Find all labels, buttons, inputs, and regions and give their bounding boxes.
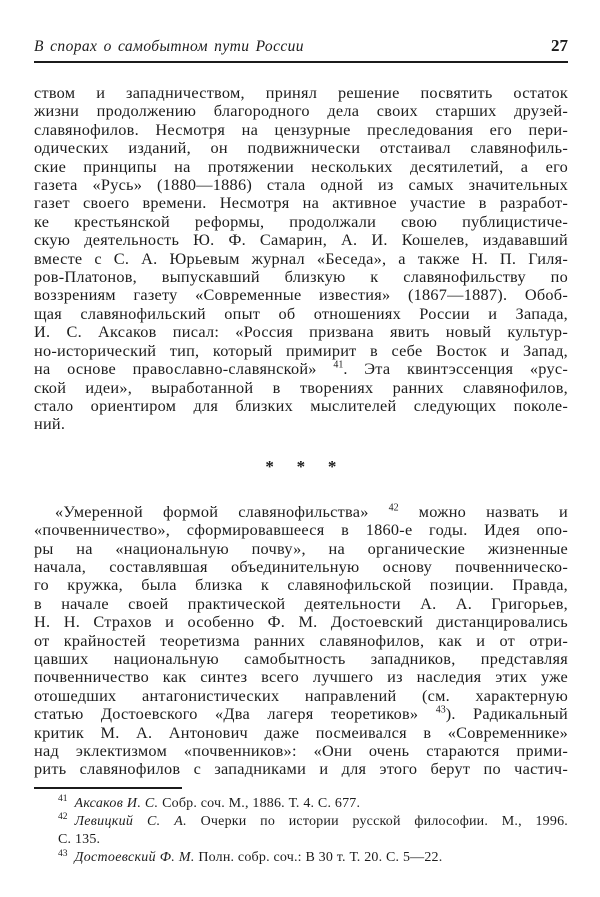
footnote bbox=[58, 813, 568, 849]
body-text bbox=[34, 84, 568, 779]
page-header bbox=[34, 36, 568, 63]
text-line: го кружка, была близка к славянофильской позиции. Правда, bbox=[34, 575, 568, 595]
italic-text: Аксаков И. С. bbox=[74, 795, 159, 811]
text-line: «почвенничество», сформировавшееся в 1860-е годы. Идея опо- bbox=[34, 520, 568, 540]
footnote-number: 42 bbox=[58, 812, 68, 823]
text-line: ры на «национальную почву», на органические жизненные bbox=[34, 538, 568, 558]
text-line: цавших национальную самобытность западников, представляя bbox=[34, 648, 568, 668]
footnote-reference: 43 bbox=[435, 704, 446, 716]
text-line: ством и западничеством, принял решение посвятить остаток bbox=[34, 83, 568, 102]
text-line: от крайностей теоретизма ранних славянофилов, как и от отри- bbox=[34, 630, 568, 650]
section-separator: * * * bbox=[265, 456, 337, 476]
text-line: скую деятельность Ю. Ф. Самарин, А. И. Кошелев, издававший bbox=[34, 230, 568, 250]
footnote-reference: 42 bbox=[388, 502, 399, 514]
text-line: но-исторический тип, который примирит в себе Восток и Запад, bbox=[34, 340, 568, 360]
text-line: одических изданий, он подвижнически отстаивал славянофиль- bbox=[34, 138, 568, 158]
text-line: жизни продолжению благородного дела своих старших друзей- bbox=[34, 101, 568, 121]
text-line: начала, составлявшая объединительную основу почвенническо- bbox=[34, 556, 568, 576]
text-line: ской идеи», выработанной в творениях ранних славянофилов, bbox=[34, 377, 568, 397]
text-line: стало ориентиром для близких мыслителей следующих поколе- bbox=[34, 395, 568, 415]
text-line: газет своего времени. Несмотря на активное участие в разработ- bbox=[34, 193, 568, 213]
footnotes bbox=[34, 795, 568, 868]
text-line: «Умеренной формой славянофильства» $^{42}$ можно назвать и bbox=[55, 501, 568, 521]
text-line: воззрениям газету «Современные известия» (1867—1887). Обоб- bbox=[34, 285, 568, 305]
text-line: на основе православно-славянской» $^{41}$. Эта квинтэссенция «рус- bbox=[34, 359, 568, 379]
paragraph bbox=[34, 503, 568, 779]
footnote-line: С. 135. bbox=[58, 832, 101, 848]
footnote bbox=[58, 795, 568, 813]
footnote-number: 43 bbox=[58, 848, 68, 859]
text-line: над эклектизмом «почвенников»: «Они очень стараются прими- bbox=[34, 741, 568, 760]
running-title: В спорах о самобытном пути России bbox=[34, 38, 304, 55]
page-number: 27 bbox=[551, 36, 568, 55]
text-line: ний. bbox=[34, 414, 66, 434]
text-line: почвенничество как синтез всего лучшего из наследия этих уже bbox=[34, 667, 568, 687]
text-line: щая славянофильский опыт об отношениях России и Запада, bbox=[34, 303, 568, 323]
text-line: критик М. А. Антонович даже посмеивался в «Современнике» bbox=[34, 722, 568, 742]
text-line: ские принципы на протяжении нескольких десятилетий, а его bbox=[34, 156, 568, 176]
footnote bbox=[58, 849, 568, 867]
text-line: вместе с С. А. Юрьевым журнал «Беседа», а также Н. П. Гиля- bbox=[34, 248, 568, 268]
text-line: И. С. Аксаков писал: «Россия призвана явить новый культур- bbox=[34, 322, 568, 342]
footnote-line: $^{41}$ Аксаков И. С. Собр. соч. М., 1886. Т. 4. С. 677. bbox=[58, 794, 361, 811]
text-line: Н. Н. Страхов и особенно Ф. М. Достоевский дистанцировались bbox=[34, 612, 568, 632]
text-line: газета «Русь» (1880—1886) стала одной из самых значительных bbox=[34, 175, 568, 195]
footnote-line: $^{43}$ Достоевский Ф. М. Полн. собр. соч.: В 30 т. Т. 20. С. 5—22. bbox=[58, 848, 443, 866]
text-line: статью Достоевского «Два лагеря теоретиков» $^{43}$). Радикальный bbox=[34, 704, 569, 724]
text-line: отошедших антагонистических направлений (см. характерную bbox=[34, 685, 568, 705]
text-line: в начале своей практической деятельности А. А. Григорьев, bbox=[34, 593, 568, 613]
italic-text: Левицкий С. А. bbox=[74, 814, 187, 830]
text-line: славянофилов. Несмотря на цензурные преследования его пери- bbox=[34, 119, 568, 139]
paragraph bbox=[34, 84, 568, 434]
text-line: ров-Платонов, выпускавший близкую к славянофильству по bbox=[34, 267, 568, 287]
text-line: ке крестьянской реформы, продолжали свою публицистиче- bbox=[34, 211, 568, 231]
footnote-separator-rule bbox=[34, 787, 182, 789]
footnote-number: 41 bbox=[58, 794, 68, 805]
text-line: рить славянофилов с западниками и для этого берут по частич- bbox=[34, 759, 568, 779]
footnote-reference: 41 bbox=[333, 359, 344, 371]
italic-text: Достоевский Ф. М. bbox=[74, 850, 195, 866]
footnote-line: $^{42}$ Левицкий С. А. Очерки по истории русской философии. М., 1996. bbox=[58, 812, 568, 830]
